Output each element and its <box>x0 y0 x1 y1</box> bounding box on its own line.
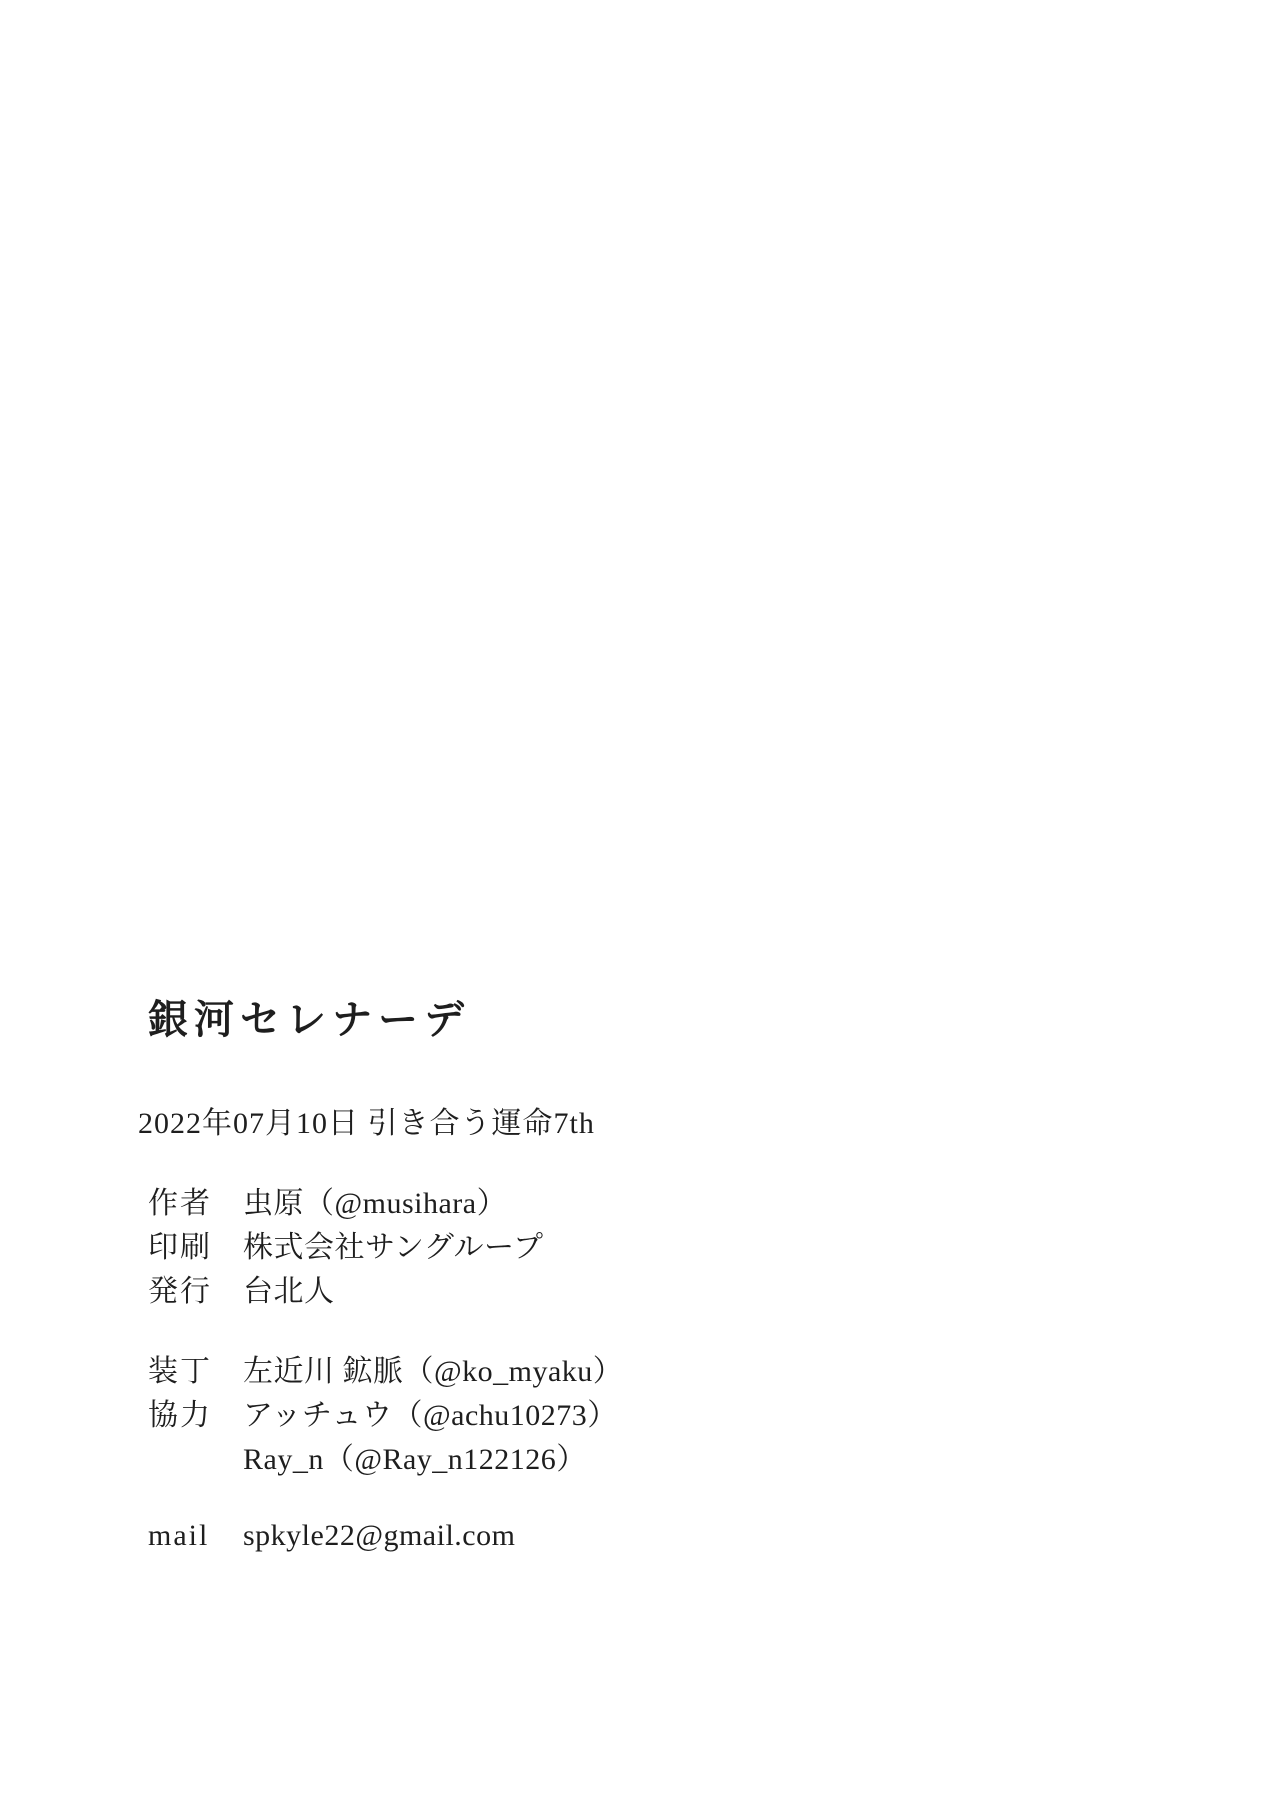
credit-row-design <box>148 1350 623 1394</box>
release-date-event: 2022年07月10日 引き合う運命7th <box>138 1107 595 1140</box>
credit-label: 作者 <box>148 1187 212 1220</box>
credit-label: 印刷 <box>148 1231 212 1264</box>
credit-value: Ray_n（@Ray_n122126） <box>243 1443 587 1476</box>
credit-label: mail <box>148 1519 210 1552</box>
credit-row-mail <box>148 1514 515 1558</box>
credit-value: 台北人 <box>243 1275 335 1308</box>
credit-row-cooperation-2 <box>148 1438 623 1482</box>
mail-address: spkyle22@gmail.com <box>243 1519 516 1552</box>
credit-label: 発行 <box>148 1275 212 1308</box>
staff-credits <box>148 1350 623 1482</box>
contact-credits <box>148 1514 515 1558</box>
credit-value: 虫原（@musihara） <box>243 1187 508 1220</box>
book-title: 銀河セレナーデ <box>148 997 470 1042</box>
credit-value: アッチュウ（@achu10273） <box>243 1399 618 1432</box>
credit-row-cooperation <box>148 1394 623 1438</box>
credit-value: 株式会社サングループ <box>243 1231 544 1264</box>
credit-row-printer <box>148 1226 544 1270</box>
credit-label: 協力 <box>148 1399 212 1432</box>
credit-value: 左近川 鉱脈（@ko_myaku） <box>243 1355 624 1388</box>
credit-label <box>148 1438 243 1482</box>
credit-row-author <box>148 1182 544 1226</box>
credit-label: 装丁 <box>148 1355 212 1388</box>
credit-row-publisher <box>148 1270 544 1314</box>
publication-credits <box>148 1182 544 1314</box>
